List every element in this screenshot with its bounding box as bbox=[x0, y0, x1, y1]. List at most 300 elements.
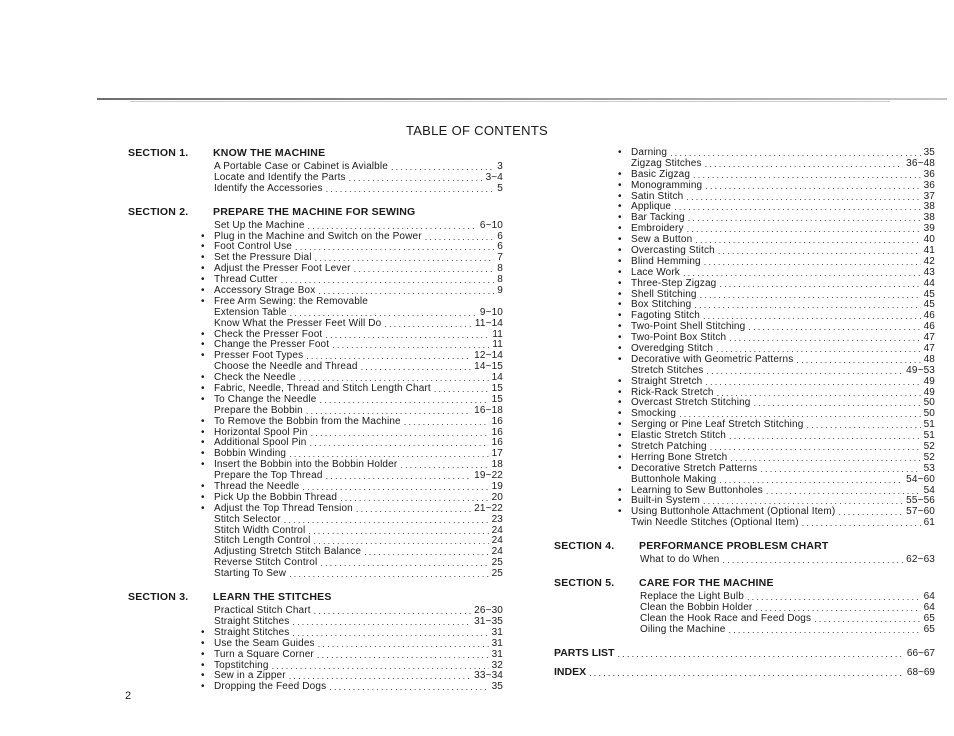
toc-page-number: 65 bbox=[923, 612, 935, 624]
toc-page-number: 50 bbox=[923, 408, 935, 420]
toc-page-number: 36 bbox=[923, 168, 935, 180]
toc-entry-title: Adjusting Stretch Stitch Balance bbox=[214, 546, 362, 558]
toc-entry[interactable] bbox=[201, 639, 503, 650]
dot-leader bbox=[310, 438, 489, 449]
toc-entry-title: Satin Stitch bbox=[631, 190, 684, 202]
bullet-icon: • bbox=[618, 146, 622, 158]
bullet-icon: • bbox=[618, 168, 622, 180]
toc-page-number: 24 bbox=[491, 546, 503, 558]
toc-entry-title: Reverse Stitch Control bbox=[214, 557, 318, 569]
toc-page-number: 8 bbox=[497, 274, 503, 286]
toc-entry-title: Two-Point Box Stitch bbox=[631, 332, 727, 344]
toc-entry-title: Straight Stitches bbox=[214, 615, 290, 627]
dot-leader bbox=[308, 526, 488, 537]
toc-entry-title: A Portable Case or Cabinet is Avialble bbox=[214, 160, 388, 172]
bullet-icon: • bbox=[201, 681, 205, 693]
dot-leader bbox=[706, 366, 903, 377]
toc-entry-title: Locate and Identify the Parts bbox=[214, 171, 346, 183]
dot-leader bbox=[705, 181, 920, 192]
section-gap bbox=[128, 580, 503, 589]
toc-entry-title: Stretch Patching bbox=[631, 441, 707, 453]
dot-leader bbox=[289, 569, 488, 580]
bullet-icon: • bbox=[618, 332, 622, 344]
toc-page-number: 14 bbox=[491, 372, 503, 384]
toc-entry-title: Smocking bbox=[631, 408, 677, 420]
bullet-icon: • bbox=[201, 415, 205, 427]
toc-entry-title: Extension Table bbox=[214, 306, 287, 318]
bullet-icon: • bbox=[618, 201, 622, 213]
section-entries bbox=[627, 555, 935, 566]
toc-entry[interactable] bbox=[201, 184, 503, 195]
toc-page-number: 53 bbox=[923, 462, 935, 474]
dot-leader bbox=[748, 322, 920, 333]
toc-entry-title: Serging or Pine Leaf Stretch Stitching bbox=[631, 419, 804, 431]
toc-entry-title: Dropping the Feed Dogs bbox=[214, 681, 327, 693]
dot-leader bbox=[688, 213, 921, 224]
dot-leader bbox=[760, 464, 920, 475]
bullet-icon: • bbox=[618, 419, 622, 431]
dot-leader bbox=[292, 628, 488, 639]
toc-entry-title: Thread the Needle bbox=[214, 481, 300, 493]
toc-entry-title: Applique bbox=[631, 201, 672, 213]
toc-entry-title: Set Up the Machine bbox=[214, 219, 305, 231]
dot-leader bbox=[705, 159, 904, 170]
parts-list[interactable] bbox=[554, 645, 935, 659]
toc-page-number: 35 bbox=[491, 681, 503, 693]
section-entries bbox=[201, 606, 503, 693]
toc-entry[interactable] bbox=[201, 569, 503, 580]
toc-entry-title: Thread Cutter bbox=[214, 274, 278, 286]
toc-page-number: 31 bbox=[491, 648, 503, 660]
toc-entry-title: Bar Tacking bbox=[631, 212, 685, 224]
toc-page-number: 49 bbox=[923, 386, 935, 398]
toc-entry-title: Adjust the Presser Foot Lever bbox=[214, 263, 351, 275]
bullet-icon: • bbox=[618, 245, 622, 256]
bullet-icon: • bbox=[618, 386, 622, 398]
dot-leader bbox=[687, 224, 921, 235]
parts-list-page: 66~67 bbox=[906, 647, 935, 659]
continued-entries bbox=[618, 148, 935, 529]
dot-leader bbox=[719, 475, 903, 486]
bullet-icon: • bbox=[618, 310, 622, 322]
index-page: 68~69 bbox=[906, 666, 935, 678]
toc-page-number: 6~10 bbox=[479, 219, 503, 231]
dot-leader bbox=[384, 319, 472, 330]
toc-section bbox=[554, 575, 935, 636]
section-title: PERFORMANCE PROBLESM CHART bbox=[639, 540, 829, 553]
toc-page-number: 24 bbox=[491, 524, 503, 536]
toc-entry-title: Starting To Sew bbox=[214, 568, 287, 580]
dot-leader bbox=[340, 493, 488, 504]
toc-page-number: 15 bbox=[491, 383, 503, 395]
toc-entry-title: What to do When bbox=[640, 554, 720, 566]
bullet-icon: • bbox=[618, 190, 622, 202]
toc-entry-title: Overedging Stitch bbox=[631, 343, 714, 355]
toc-page-number: 49 bbox=[923, 375, 935, 387]
dot-leader bbox=[361, 362, 472, 373]
toc-entry[interactable] bbox=[618, 377, 935, 388]
toc-entry-title: Lace Work bbox=[631, 266, 680, 278]
toc-entry-title: Darning bbox=[631, 146, 668, 158]
dot-leader bbox=[674, 202, 920, 213]
toc-entry-title: Elastic Stretch Stitch bbox=[631, 430, 726, 442]
index[interactable] bbox=[554, 664, 935, 678]
toc-page-number: 3 bbox=[497, 160, 503, 172]
toc-entry-title: Adjust the Top Thread Tension bbox=[214, 502, 353, 514]
toc-entry-title: Change the Presser Foot bbox=[214, 339, 330, 351]
left-column bbox=[128, 145, 503, 693]
toc-entry-title: Blind Hemming bbox=[631, 255, 701, 267]
toc-page-number: 38 bbox=[923, 201, 935, 213]
toc-entry[interactable] bbox=[201, 682, 503, 693]
section-entries bbox=[627, 592, 935, 636]
bullet-icon: • bbox=[618, 441, 622, 453]
toc-page-number: 32 bbox=[491, 659, 503, 671]
section-entries bbox=[201, 221, 503, 580]
toc-page-number: 31 bbox=[491, 626, 503, 638]
toc-page-number: 18 bbox=[491, 459, 503, 471]
toc-page-number: 21~22 bbox=[474, 502, 503, 514]
page-number: 2 bbox=[125, 690, 132, 702]
dot-leader bbox=[325, 330, 489, 341]
toc-entry-title: Learning to Sew Buttonholes bbox=[631, 484, 763, 496]
toc-entry-title: Fabric, Needle, Thread and Stitch Length Chart bbox=[214, 383, 431, 395]
dot-leader bbox=[329, 682, 488, 693]
toc-entry-title: Two-Point Shell Stitching bbox=[631, 321, 746, 333]
bullet-icon: • bbox=[201, 372, 205, 384]
toc-entry-title: Check the Needle bbox=[214, 372, 296, 384]
dot-leader bbox=[292, 617, 471, 628]
toc-entry[interactable] bbox=[627, 555, 935, 566]
bullet-icon: • bbox=[201, 481, 205, 493]
dot-leader bbox=[686, 192, 920, 203]
toc-entry-title: Oiling the Machine bbox=[640, 623, 726, 635]
index-label: INDEX bbox=[554, 665, 587, 678]
toc-entry[interactable] bbox=[618, 475, 935, 486]
bullet-icon: • bbox=[618, 430, 622, 442]
bullet-icon: • bbox=[201, 670, 205, 682]
bullet-icon: • bbox=[201, 383, 205, 395]
toc-entry-title: Box Stitching bbox=[631, 299, 692, 311]
toc-entry-title: Fagoting Stitch bbox=[631, 310, 700, 322]
toc-page-number: 46 bbox=[923, 310, 935, 322]
dot-leader bbox=[683, 268, 921, 279]
toc-page-number: 44 bbox=[923, 277, 935, 289]
toc-page-number: 8 bbox=[497, 263, 503, 275]
toc-entry[interactable] bbox=[618, 181, 935, 192]
dot-leader bbox=[754, 398, 921, 409]
toc-entry-title: Insert the Bobbin into the Bobbin Holder bbox=[214, 459, 398, 471]
bullet-icon: • bbox=[618, 375, 622, 387]
dot-leader bbox=[318, 639, 489, 650]
toc-page-number: 35 bbox=[923, 146, 935, 158]
toc-page-number: 50 bbox=[923, 397, 935, 409]
toc-page-number: 9~10 bbox=[479, 306, 503, 318]
toc-page-number: 25 bbox=[491, 568, 503, 580]
section-heading[interactable] bbox=[128, 204, 503, 218]
toc-entry[interactable] bbox=[201, 319, 503, 330]
right-column bbox=[554, 148, 935, 678]
dot-leader bbox=[705, 377, 920, 388]
toc-entry[interactable] bbox=[618, 518, 935, 529]
bullet-icon: • bbox=[201, 437, 205, 449]
toc-page-number: 16 bbox=[491, 426, 503, 438]
toc-entry-title: Monogramming bbox=[631, 179, 703, 191]
toc-entry-title: Plug in the Machine and Switch on the Power bbox=[214, 230, 422, 242]
bullet-icon: • bbox=[618, 462, 622, 474]
toc-entry-title: Stitch Selector bbox=[214, 513, 281, 525]
toc-page-number: 64 bbox=[923, 601, 935, 613]
bullet-icon: • bbox=[201, 339, 205, 351]
toc-page-number: 7 bbox=[497, 252, 503, 264]
toc-entry-title: Know What the Presser Feet Will Do bbox=[214, 317, 382, 329]
section-heading[interactable] bbox=[128, 145, 503, 159]
toc-page-number: 49~53 bbox=[906, 364, 935, 376]
dot-leader bbox=[670, 148, 920, 159]
toc-entry-title: Prepare the Bobbin bbox=[214, 404, 303, 416]
toc-entry-title: Stitch Width Control bbox=[214, 524, 306, 536]
bullet-icon: • bbox=[201, 448, 205, 460]
toc-entry-title: Straight Stitches bbox=[214, 626, 290, 638]
toc-entry-title: Prepare the Top Thread bbox=[214, 470, 323, 482]
dot-leader bbox=[332, 340, 489, 351]
toc-entry-title: Identify the Accessories bbox=[214, 182, 323, 194]
section-title: PREPARE THE MACHINE FOR SEWING bbox=[213, 205, 416, 218]
dot-leader bbox=[710, 442, 921, 453]
dot-leader bbox=[694, 300, 920, 311]
bullet-icon: • bbox=[201, 659, 205, 671]
toc-page-number: 47 bbox=[923, 343, 935, 355]
toc-page-number: 3~4 bbox=[485, 171, 503, 183]
toc-section bbox=[128, 204, 503, 580]
bullet-icon: • bbox=[618, 397, 622, 409]
toc-entry-title: Choose the Needle and Thread bbox=[214, 361, 358, 373]
toc-page-number: 15 bbox=[491, 393, 503, 405]
toc-entry-title: To Change the Needle bbox=[214, 393, 317, 405]
toc-page-number: 5 bbox=[497, 182, 503, 194]
bullet-icon: • bbox=[201, 393, 205, 405]
toc-section bbox=[128, 145, 503, 195]
top-rule bbox=[97, 98, 947, 100]
toc-page-number: 48 bbox=[923, 353, 935, 365]
bullet-icon: • bbox=[201, 426, 205, 438]
bullet-icon: • bbox=[618, 353, 622, 365]
bullet-icon: • bbox=[201, 637, 205, 649]
toc-entry-title: Stretch Stitches bbox=[631, 364, 704, 376]
bullet-icon: • bbox=[201, 230, 205, 242]
toc-page-number: 36 bbox=[923, 179, 935, 191]
toc-entry[interactable] bbox=[201, 417, 503, 428]
dot-leader bbox=[729, 333, 920, 344]
dot-leader bbox=[747, 592, 921, 603]
bullet-icon: • bbox=[618, 408, 622, 420]
bullet-icon: • bbox=[201, 459, 205, 471]
dot-leader bbox=[349, 173, 483, 184]
section-title: LEARN THE STITCHES bbox=[213, 591, 332, 604]
toc-entry-title: Sew a Button bbox=[631, 234, 693, 246]
toc-entry-title: Rick-Rack Stretch bbox=[631, 386, 714, 398]
toc-entry-title: Set the Pressure Dial bbox=[214, 252, 312, 264]
toc-entry-title: Bobbin Winding bbox=[214, 448, 287, 460]
bullet-icon: • bbox=[618, 506, 622, 518]
bullet-icon: • bbox=[618, 223, 622, 235]
toc-page-number: 37 bbox=[923, 190, 935, 202]
toc-entry-title: Practical Stitch Chart bbox=[214, 605, 311, 617]
bullet-icon: • bbox=[201, 648, 205, 660]
toc-page-number: 54 bbox=[923, 484, 935, 496]
bullet-icon: • bbox=[618, 343, 622, 355]
dot-leader bbox=[320, 395, 489, 406]
toc-page-number: 45 bbox=[923, 288, 935, 300]
toc-page-number: 12~14 bbox=[474, 350, 503, 362]
toc-page-number: 43 bbox=[923, 266, 935, 278]
dot-leader bbox=[700, 290, 921, 301]
toc-entry-title: Overcast Stretch Stitching bbox=[631, 397, 751, 409]
toc-entry-title: Three-Step Zigzag bbox=[631, 277, 717, 289]
toc-entry-title: Free Arm Sewing: the Removable bbox=[214, 295, 369, 307]
toc-page-number: 65 bbox=[923, 623, 935, 635]
toc-page-number: 38 bbox=[923, 212, 935, 224]
dot-leader bbox=[391, 162, 494, 173]
toc-page-number: 6 bbox=[497, 230, 503, 242]
toc-entry-title: Basic Zigzag bbox=[631, 168, 691, 180]
bullet-icon: • bbox=[618, 299, 622, 311]
bullet-icon: • bbox=[618, 277, 622, 289]
top-rule-shadow bbox=[130, 101, 890, 102]
bullet-icon: • bbox=[201, 491, 205, 503]
dot-leader bbox=[308, 221, 477, 232]
toc-page-number: 39 bbox=[923, 223, 935, 235]
toc-entry-title: Embroidery bbox=[631, 223, 684, 235]
dot-leader bbox=[729, 431, 921, 442]
section-gap bbox=[554, 566, 935, 575]
toc-entry-title: Shell Stitching bbox=[631, 288, 697, 300]
toc-entry[interactable] bbox=[201, 221, 503, 232]
toc-entry[interactable] bbox=[201, 650, 503, 661]
dot-leader bbox=[695, 235, 920, 246]
section-heading[interactable] bbox=[554, 538, 935, 552]
bullet-icon: • bbox=[201, 295, 205, 307]
section-number: SECTION 3. bbox=[128, 591, 189, 604]
toc-page-number: 42 bbox=[923, 255, 935, 267]
toc-entry[interactable] bbox=[201, 515, 503, 526]
toc-page-number: 62~63 bbox=[906, 554, 935, 566]
toc-page-number: 19~22 bbox=[474, 470, 503, 482]
bullet-icon: • bbox=[201, 350, 205, 362]
bullet-icon: • bbox=[618, 321, 622, 333]
dot-leader bbox=[838, 507, 903, 518]
dot-leader bbox=[356, 504, 471, 515]
dot-leader bbox=[718, 246, 921, 257]
dot-leader bbox=[434, 384, 489, 395]
bullet-icon: • bbox=[618, 288, 622, 300]
dot-leader bbox=[326, 471, 472, 482]
dot-leader bbox=[272, 661, 489, 672]
toc-entry-title: Presser Foot Types bbox=[214, 350, 304, 362]
dot-leader bbox=[730, 453, 920, 464]
toc-page-number: 16~18 bbox=[474, 404, 503, 416]
toc-page-number: 6 bbox=[497, 241, 503, 253]
toc-entry-title: Herring Bone Stretch bbox=[631, 451, 728, 463]
toc-entry-title: Check the Presser Foot bbox=[214, 328, 323, 340]
toc-page-number: 20 bbox=[491, 491, 503, 503]
toc-page-number: 26~30 bbox=[474, 605, 503, 617]
toc-page-number: 33~34 bbox=[474, 670, 503, 682]
toc-page-number: 31 bbox=[491, 637, 503, 649]
toc-page-number: 11 bbox=[492, 339, 503, 351]
toc-page-number: 11~14 bbox=[474, 317, 503, 329]
toc-entry-title: Twin Needle Stitches (Optional Item) bbox=[631, 517, 799, 529]
dot-leader bbox=[364, 547, 488, 558]
dot-leader bbox=[295, 242, 494, 253]
dot-leader bbox=[766, 486, 921, 497]
dot-leader bbox=[617, 649, 903, 659]
bullet-icon: • bbox=[201, 274, 205, 286]
toc-page-number: 16 bbox=[491, 437, 503, 449]
section-gap bbox=[128, 195, 503, 204]
toc-entry-title: Foot Control Use bbox=[214, 241, 292, 253]
bullet-icon: • bbox=[201, 263, 205, 275]
toc-entry-title: Built-in System bbox=[631, 495, 700, 507]
bullet-icon: • bbox=[618, 451, 622, 463]
toc-page-number: 54~60 bbox=[906, 473, 935, 485]
toc-page-number: 31~35 bbox=[474, 615, 503, 627]
dot-leader bbox=[729, 625, 921, 636]
toc-entry[interactable] bbox=[627, 625, 935, 636]
bullet-icon: • bbox=[201, 241, 205, 253]
dot-leader bbox=[404, 417, 489, 428]
dot-leader bbox=[589, 668, 904, 678]
bullet-icon: • bbox=[201, 626, 205, 638]
toc-page-number: 47 bbox=[923, 332, 935, 344]
toc-entry-title: Clean the Hook Race and Feed Dogs bbox=[640, 612, 812, 624]
toc-entry-title: Use the Seam Guides bbox=[214, 637, 315, 649]
dot-leader bbox=[806, 420, 920, 431]
bullet-icon: • bbox=[618, 212, 622, 224]
section-heading[interactable] bbox=[128, 589, 503, 603]
bullet-icon: • bbox=[201, 502, 205, 514]
toc-page-number: 19 bbox=[491, 481, 503, 493]
toc-section bbox=[554, 538, 935, 566]
toc-entry-title: Buttonhole Making bbox=[631, 473, 717, 485]
toc-entry[interactable] bbox=[618, 279, 935, 290]
toc-entry-title: Decorative Stretch Patterns bbox=[631, 462, 758, 474]
bullet-icon: • bbox=[618, 179, 622, 191]
toc-page-number: 55~56 bbox=[906, 495, 935, 507]
section-title: KNOW THE MACHINE bbox=[213, 147, 326, 159]
section-number: SECTION 4. bbox=[554, 540, 615, 553]
toc-page-number: 40 bbox=[923, 234, 935, 246]
toc-page-number: 11 bbox=[492, 328, 503, 340]
toc-entry-title: Horizontal Spool Pin bbox=[214, 426, 308, 438]
toc-entry-title: Topstitching bbox=[214, 659, 269, 671]
bullet-icon: • bbox=[618, 266, 622, 278]
bullet-icon: • bbox=[618, 255, 622, 267]
dot-leader bbox=[814, 614, 920, 625]
dot-leader bbox=[354, 264, 495, 275]
toc-page-number: 52 bbox=[923, 451, 935, 463]
bullet-icon: • bbox=[201, 285, 205, 296]
toc-entry-title: Overcasting Stitch bbox=[631, 245, 715, 256]
section-heading[interactable] bbox=[554, 575, 935, 589]
section-title: CARE FOR THE MACHINE bbox=[639, 577, 774, 590]
toc-page-number: 51 bbox=[923, 430, 935, 442]
toc-page-number: 24 bbox=[491, 535, 503, 547]
toc-entry-title: Zigzag Stitches bbox=[631, 157, 702, 169]
toc-page-number: 16 bbox=[491, 415, 503, 427]
parts-list-label: PARTS LIST bbox=[554, 646, 615, 659]
toc-section bbox=[128, 589, 503, 693]
